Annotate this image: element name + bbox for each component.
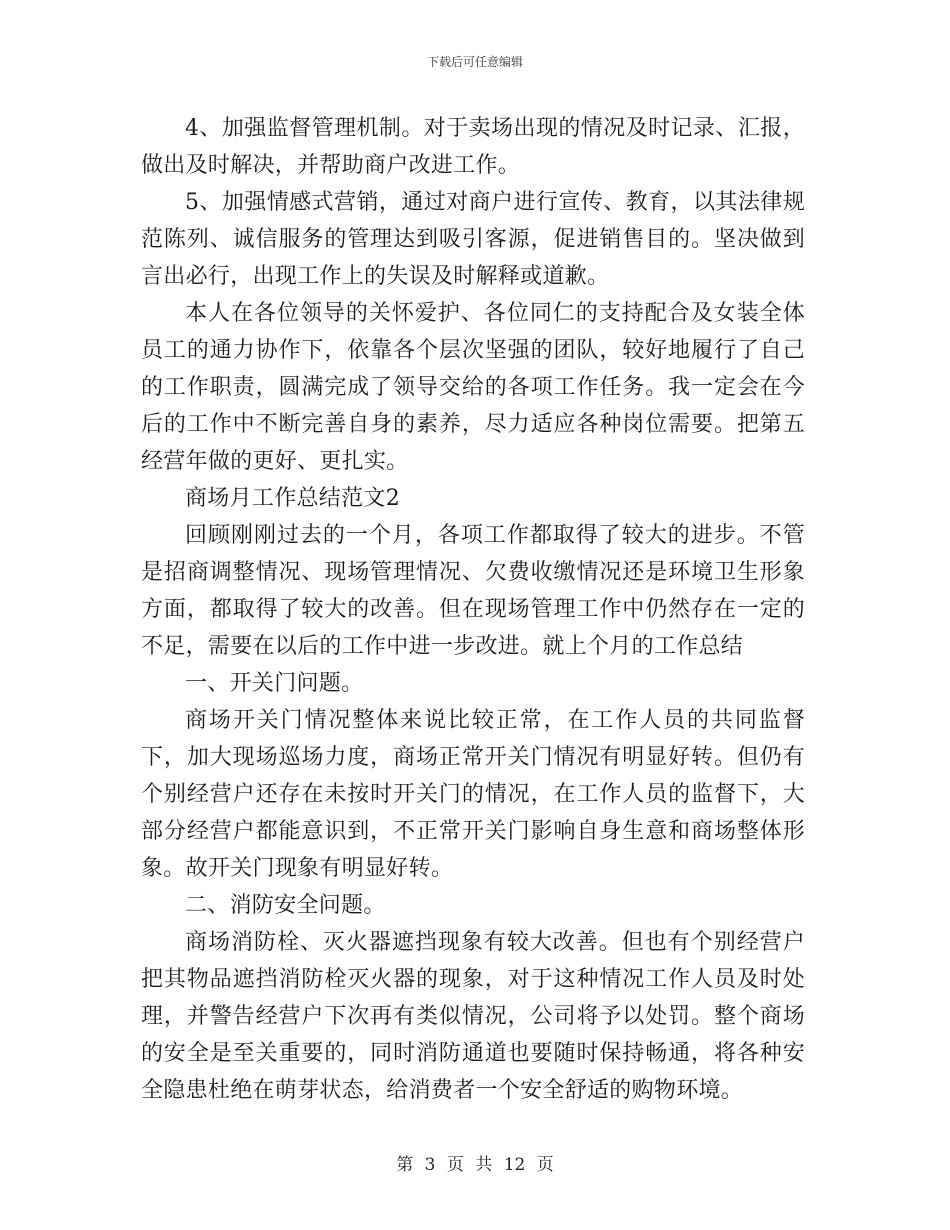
document-body: [141, 110, 805, 1109]
page-header: 下载后可任意编辑: [426, 55, 523, 69]
paragraph-item-5: 5、加强情感式营销，通过对商户进行宣传、教育，以其法律规范陈列、诚信服务的管理达到吸引客源，促进销售目的。坚决做到言出必行，出现工作上的失误及时解释或道歉。: [141, 190, 805, 289]
paragraph-review: 回顾刚刚过去的一个月，各项工作都取得了较大的进步。不管是招商调整情况、现场管理情况、欠费收缴情况还是环境卫生形象方面，都取得了较大的改善。但在现场管理工作中仍然存在一定的不足，需要在以后的工作中进一步改进。就上个月的工作总结: [141, 523, 805, 659]
heading-fire-safety: 二、消防安全问题。: [185, 893, 386, 918]
paragraph-self-summary: 本人在各位领导的关怀爱护、各位同仁的支持配合及女装全体员工的通力协作下，依靠各个层次坚强的团队，较好地履行了自己的工作职责，圆满完成了领导交给的各项工作任务。我一定会在今后的工作中不断完善自身的素养，尽力适应各种岗位需要。把第五经营年做的更好、更扎实。: [141, 301, 805, 474]
paragraph-item-4: 4、加强监督管理机制。对于卖场出现的情况及时记录、汇报，做出及时解决，并帮助商户改进工作。: [141, 116, 805, 178]
paragraph-door-issue: 商场开关门情况整体来说比较正常，在工作人员的共同监督下，加大现场巡场力度，商场正常开关门情况有明显好转。但仍有个别经营户还存在未按时开关门的情况，在工作人员的监督下，大部分经营户都能意识到，不正常开关门影响自身生意和商场整体形象。故开关门现象有明显好转。: [141, 708, 805, 881]
page-number: 第 3 页 共 12 页: [396, 1155, 554, 1175]
section-title: 商场月工作总结范文2: [185, 486, 400, 511]
heading-door-issue: 一、开关门问题。: [185, 671, 364, 696]
paragraph-fire-safety: 商场消防栓、灭火器遮挡现象有较大改善。但也有个别经营户把其物品遮挡消防栓灭火器的现象，对于这种情况工作人员及时处理，并警告经营户下次再有类似情况，公司将予以处罚。整个商场的安全是至关重要的，同时消防通道也要随时保持畅通，将各种安全隐患杜绝在萌芽状态，给消费者一个安全舒适的购物环境。: [141, 930, 805, 1103]
